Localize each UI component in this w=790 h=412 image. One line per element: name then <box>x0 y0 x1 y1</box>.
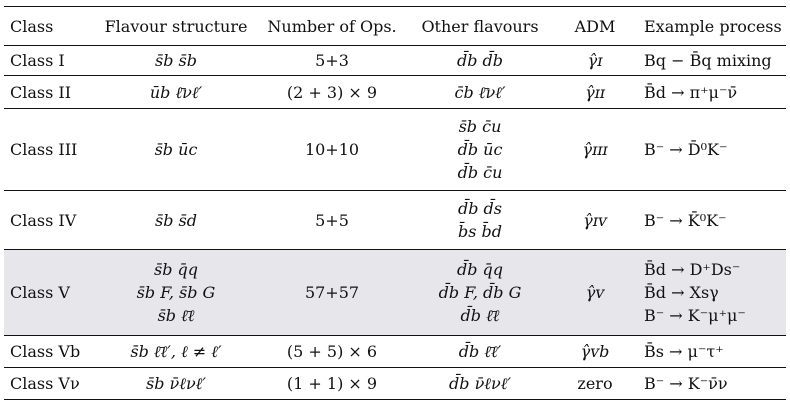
row-class: Class V <box>4 250 96 336</box>
row-flavour-structure-line: s̄b ℓ̄ℓ′, ℓ ≠ ℓ′ <box>130 342 222 361</box>
row-adm: γ̂ɪɪɪ <box>582 140 608 159</box>
row-class: Class I <box>10 51 65 70</box>
table-row <box>4 250 786 336</box>
row-other-flavours-line: d̄b d̄b <box>456 51 504 70</box>
row-class: Class III <box>10 140 78 159</box>
row-other-flavours-line: d̄b ℓ̄ℓ′ <box>458 342 502 361</box>
row-other-flavours-line: d̄b ūc <box>457 140 503 159</box>
operator-class-table <box>4 6 786 400</box>
row-adm: zero <box>577 374 613 393</box>
row-example-process <box>638 76 786 109</box>
row-other-flavours-line: d̄b c̄u <box>457 163 503 182</box>
row-flavour-structure-line: s̄b s̄b <box>155 51 197 70</box>
row-flavour-structure-line: ūb ℓ̄νℓ′ <box>149 82 203 102</box>
row-other-flavours-line: b̄s b̄d <box>457 222 503 241</box>
row-other-flavours <box>408 336 552 368</box>
row-other-flavours-line: s̄b c̄u <box>458 117 502 136</box>
row-class: Class Vν <box>10 374 80 393</box>
row-other-flavours-line: c̄b ℓ̄νℓ′ <box>454 82 506 102</box>
row-example-process-line: B⁻ → K⁻μ⁺μ⁻ <box>644 306 746 325</box>
table-row <box>4 336 786 368</box>
row-flavour-structure <box>96 336 256 368</box>
row-example-process-line: B̄d → π⁺μ⁻ν̄ <box>644 82 738 102</box>
row-adm: γ̂ɪᴠ <box>583 210 607 230</box>
row-flavour-structure <box>96 250 256 336</box>
row-other-flavours <box>408 46 552 76</box>
row-class: Class II <box>10 82 72 102</box>
row-example-process-line: B̄d → D⁺Ds⁻ <box>644 260 741 279</box>
row-flavour-structure <box>96 368 256 400</box>
row-example-process-line: B̄s → μ⁻τ⁺ <box>644 342 724 361</box>
row-example-process <box>638 109 786 191</box>
row-example-process-line: B⁻ → D̄⁰K⁻ <box>644 140 728 159</box>
row-example-process-line: B⁻ → K̄⁰K⁻ <box>644 210 727 230</box>
row-flavour-structure <box>96 46 256 76</box>
header-adm: ADM <box>574 16 616 36</box>
row-other-flavours <box>408 368 552 400</box>
row-class: Class Vb <box>10 342 81 361</box>
header-other-flavours: Other flavours <box>421 16 539 36</box>
row-other-flavours-line: d̄b ν̄ℓνℓ′ <box>449 374 511 393</box>
header-class: Class <box>10 16 54 36</box>
row-example-process <box>638 46 786 76</box>
row-flavour-structure-line: s̄b F, s̄b G <box>136 283 216 302</box>
row-class: Class IV <box>10 210 77 230</box>
row-flavour-structure-line: s̄b ℓ̄ℓ <box>157 306 195 325</box>
header-row <box>4 7 786 46</box>
row-number-of-ops: (1 + 1) × 9 <box>286 374 378 393</box>
row-flavour-structure <box>96 76 256 109</box>
row-flavour-structure-line: s̄b ν̄ℓνℓ′ <box>146 374 206 393</box>
row-other-flavours <box>408 109 552 191</box>
row-adm: γ̂ɪ <box>587 51 603 70</box>
row-other-flavours-line: d̄b d̄s <box>457 199 503 218</box>
row-number-of-ops: 10+10 <box>304 140 360 159</box>
row-adm: γ̂ᴠb <box>580 342 610 361</box>
row-example-process <box>638 336 786 368</box>
row-example-process-line: B⁻ → K⁻ν̄ν <box>644 374 728 393</box>
table-row <box>4 76 786 109</box>
row-number-of-ops: 5+3 <box>315 51 349 70</box>
table-body <box>4 46 786 400</box>
row-number-of-ops: (2 + 3) × 9 <box>286 82 378 102</box>
header-flavour-structure: Flavour structure <box>104 16 248 36</box>
row-example-process <box>638 368 786 400</box>
row-adm: γ̂ɪɪ <box>585 82 605 102</box>
row-other-flavours <box>408 191 552 250</box>
table-row <box>4 46 786 76</box>
row-number-of-ops: 5+5 <box>315 210 349 230</box>
row-number-of-ops: 57+57 <box>256 250 408 336</box>
row-example-process-line: B̄d → Xsγ <box>644 283 719 302</box>
row-adm: γ̂ᴠ <box>552 250 638 336</box>
row-example-process-line: Bq − B̄q mixing <box>644 51 772 70</box>
row-other-flavours <box>408 250 552 336</box>
table-row <box>4 368 786 400</box>
row-other-flavours-line: d̄b F, d̄b G <box>438 283 522 302</box>
row-flavour-structure <box>96 109 256 191</box>
header-number-of-ops: Number of Ops. <box>267 16 397 36</box>
row-other-flavours-line: d̄b q̄q <box>456 260 504 279</box>
table-row <box>4 109 786 191</box>
row-other-flavours <box>408 76 552 109</box>
header-example-process: Example process <box>644 16 782 36</box>
row-flavour-structure <box>96 191 256 250</box>
row-number-of-ops: (5 + 5) × 6 <box>286 342 378 361</box>
row-flavour-structure-line: s̄b ūc <box>154 140 198 159</box>
row-flavour-structure-line: s̄b q̄q <box>153 260 199 279</box>
row-example-process <box>638 191 786 250</box>
row-other-flavours-line: d̄b ℓ̄ℓ <box>460 306 500 325</box>
table-row <box>4 191 786 250</box>
row-example-process <box>638 250 786 336</box>
row-flavour-structure-line: s̄b s̄d <box>155 210 197 230</box>
